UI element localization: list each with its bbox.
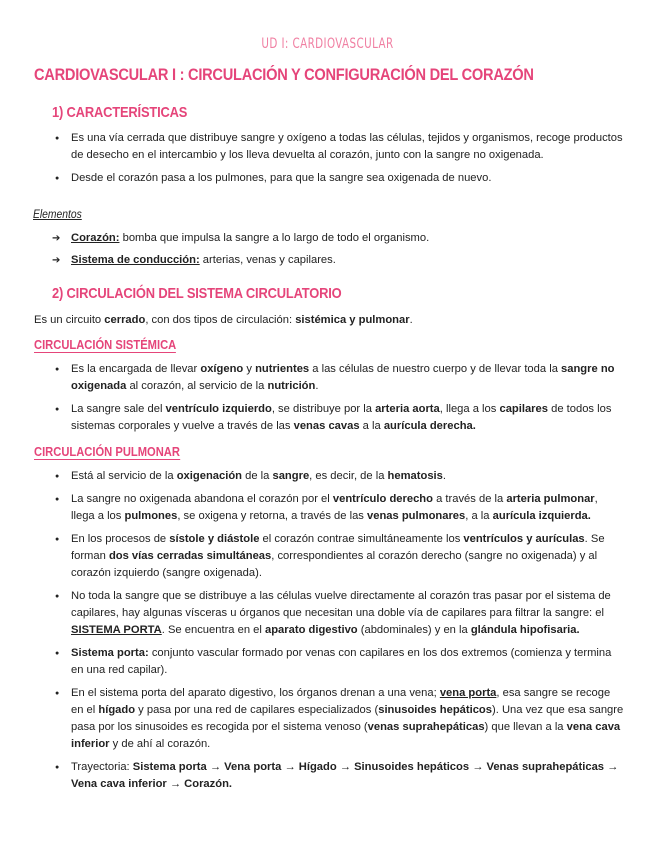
list-item: ➔ Corazón: bomba que impulsa la sangre a lo largo de todo el organismo. <box>34 230 624 247</box>
list-item: ● En el sistema porta del aparato digestivo, los órganos drenan a una vena; vena porta, esa sangre se recoge en el hígado y pasa por una red de capilares especializados (sinusoides hepáticos). Una vez que esa sangre pasa por los sinusoides es recogida por el sistema venoso (venas suprahepáticas) que llevan a la vena cava inferior y de ahí al corazón. <box>34 685 624 753</box>
sistemica-list <box>34 361 624 441</box>
list-item: ● No toda la sangre que se distribuye a las células vuelve directamente al corazón tras pasar por el sistema de capilares, hay algunas vísceras u órganos que necesitan una doble vía de capilares para filtrar la sangre: el SISTEMA PORTA. Se encuentra en el aparato digestivo (abdominales) y en la glándula hipofisaria. <box>34 588 624 639</box>
list-item: ● Trayectoria: Sistema porta → Vena porta → Hígado → Sinusoides hepáticos → Venas suprahepáticas → Vena cava inferior → Corazón. <box>34 759 624 793</box>
pulmonar-list <box>34 468 624 799</box>
list-item: ➔ Sistema de conducción: arterias, venas y capilares. <box>34 252 624 269</box>
list-item: ● Desde el corazón pasa a los pulmones, para que la sangre sea oxigenada de nuevo. <box>34 170 624 187</box>
heading-circulacion-sistemica: CIRCULACIÓN SISTÉMICA <box>34 337 177 352</box>
heading-circulacion-pulmonar: CIRCULACIÓN PULMONAR <box>34 444 180 459</box>
list-item: ● Es una vía cerrada que distribuye sangre y oxígeno a todas las células, tejidos y organismos, recoge productos de desecho en el intercambio y los lleva devuelta al corazón, junto con la sangre no oxigenada. <box>34 130 624 164</box>
list-item: ● Sistema porta: conjunto vascular formado por venas con capilares en los dos extremos (comienza y termina en una red capilar). <box>34 645 624 679</box>
page-title: CARDIOVASCULAR I : CIRCULACIÓN Y CONFIGURACIÓN DEL CORAZÓN <box>34 65 534 84</box>
caracteristicas-list <box>34 130 624 193</box>
intro-paragraph: Es un circuito cerrado, con dos tipos de circulación: sistémica y pulmonar. <box>34 314 413 326</box>
elementos-heading: Elementos <box>33 207 82 221</box>
section-heading-circulacion: 2) CIRCULACIÓN DEL SISTEMA CIRCULATORIO <box>52 285 342 302</box>
elementos-list <box>34 230 624 274</box>
list-item: ● En los procesos de sístole y diástole el corazón contrae simultáneamente los ventrículos y aurículas. Se forman dos vías cerradas simultáneas, correspondientes al corazón derecho (sangre no oxigenada) y al corazón izquierdo (sangre oxigenada). <box>34 531 624 582</box>
list-item: ● Es la encargada de llevar oxígeno y nutrientes a las células de nuestro cuerpo y de llevar toda la sangre no oxigenada al corazón, al servicio de la nutrición. <box>34 361 624 395</box>
list-item: ● La sangre sale del ventrículo izquierdo, se distribuye por la arteria aorta, llega a los capilares de todos los sistemas corporales y vuelve a través de las venas cavas a la aurícula derecha. <box>34 401 624 435</box>
section-heading-caracteristicas: 1) CARACTERÍSTICAS <box>52 104 188 121</box>
list-item: ● Está al servicio de la oxigenación de la sangre, es decir, de la hematosis. <box>34 468 624 485</box>
list-item: ● La sangre no oxigenada abandona el corazón por el ventrículo derecho a través de la arteria pulmonar, llega a los pulmones, se oxigena y retorna, a través de las venas pulmonares, a la aurícula izquierda. <box>34 491 624 525</box>
page-header: UD I: CARDIOVASCULAR <box>261 36 394 52</box>
